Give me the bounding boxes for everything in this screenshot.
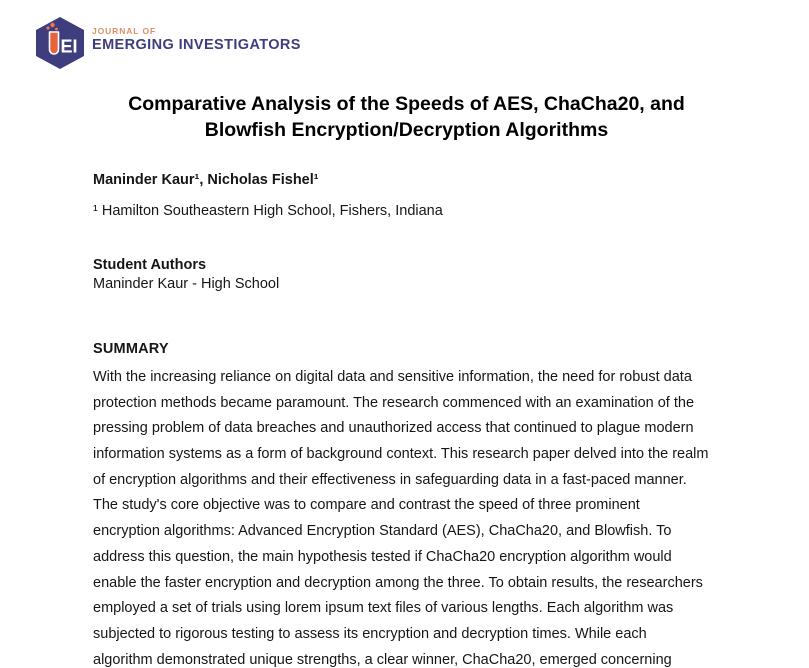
student-authors-block [93, 256, 279, 293]
text-line: employed a set of trials using lorem ipsum text files of various lengths. Each algorithm was [93, 600, 674, 617]
text-line: protection methods became paramount. The research commenced with an examination of the [93, 394, 695, 411]
text-line: encryption algorithms: Advanced Encryption Standard (AES), ChaCha20, and Blowfish. To [93, 523, 672, 540]
text-line: With the increasing reliance on digital data and sensitive information, the need for robust data [93, 369, 692, 385]
logo-journal-of-label: JOURNAL OF [92, 26, 157, 36]
text-line: information systems as a form of background context. This research paper delved into the realm [93, 446, 709, 463]
text-line: address this question, the main hypothesis tested if ChaCha20 encryption algorithm would [93, 548, 672, 565]
text-line: enable the faster encryption and decryption among the three. To obtain results, the researchers [93, 574, 703, 591]
text-line: Blowfish Encryption/Decryption Algorithms [204, 119, 609, 141]
text-line: of encryption algorithms and their effectiveness in safeguarding data in a fast-paced manner. [93, 471, 687, 488]
student-author-entry: Maninder Kaur - High School [93, 275, 280, 292]
journal-logo [35, 16, 301, 70]
text-line: The study's core objective was to compare and contrast the speed of three prominent [93, 497, 640, 514]
jei-hexagon-logo-icon [35, 16, 85, 70]
authors-line: Maninder Kaur¹, Nicholas Fishel¹ [93, 172, 319, 188]
text-line: algorithm demonstrated unique strengths, a clear winner, ChaCha20, emerged concerning [93, 651, 672, 668]
journal-logo-text [92, 16, 301, 54]
svg-text:EI: EI [60, 36, 78, 57]
logo-journal-name-label: EMERGING INVESTIGATORS [92, 37, 301, 53]
summary-heading: SUMMARY [93, 341, 169, 357]
text-line: subjected to rigorous testing to assess its encryption and decryption times. While each [93, 625, 647, 642]
affiliation-line: ¹ Hamilton Southeastern High School, Fishers, Indiana [93, 203, 443, 219]
paper-title [93, 91, 720, 143]
text-line: Comparative Analysis of the Speeds of AES, ChaCha20, and [128, 93, 685, 115]
student-authors-heading: Student Authors [93, 257, 207, 273]
summary-text [93, 365, 720, 668]
text-line: pressing problem of data breaches and unauthorized access that continued to plague modern [93, 420, 694, 437]
